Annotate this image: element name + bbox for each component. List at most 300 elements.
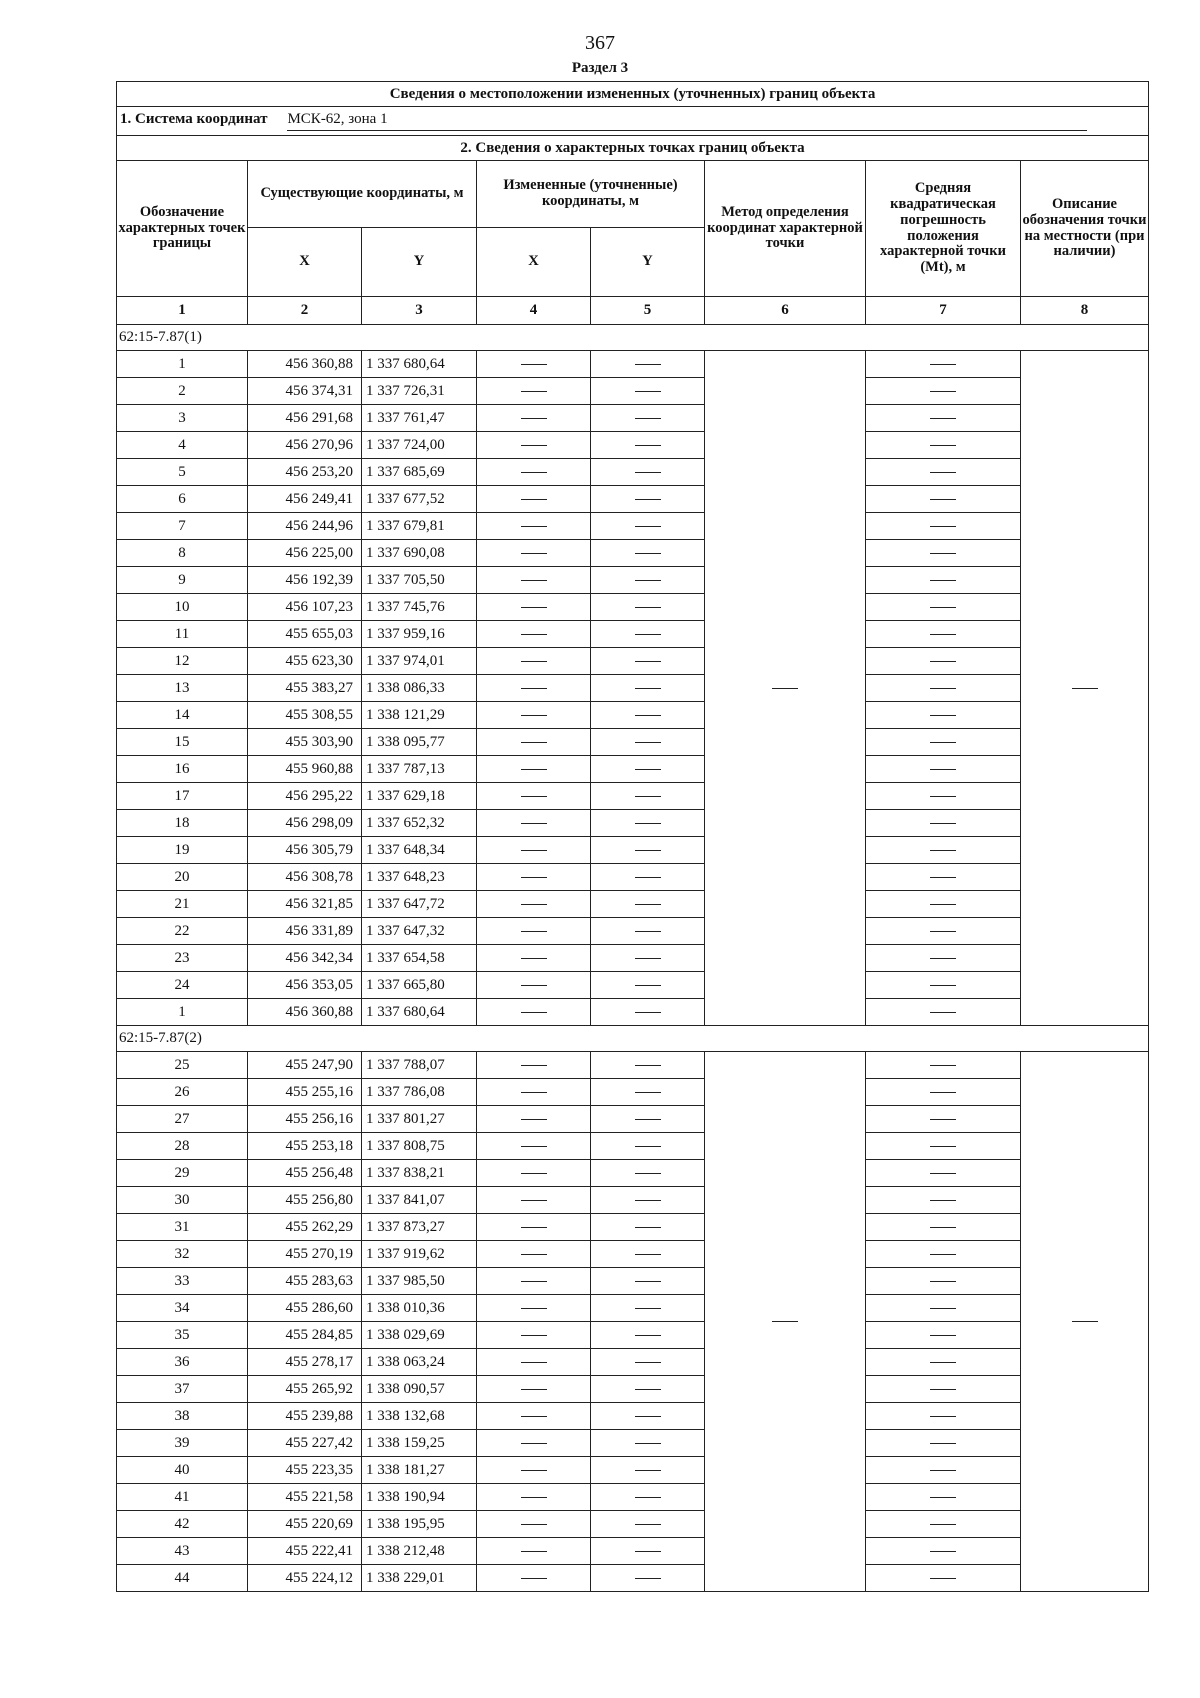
y-changed-cell: [591, 1295, 705, 1322]
y-changed-cell: [591, 1349, 705, 1376]
dash-mark: [930, 1227, 956, 1228]
x-existing-cell: 456 225,00: [248, 540, 362, 567]
y-changed-cell: [591, 1133, 705, 1160]
y-changed-cell: [591, 756, 705, 783]
table-row: [117, 351, 1149, 378]
dash-mark: [635, 1146, 661, 1147]
x-existing-cell: 455 227,42: [248, 1430, 362, 1457]
group-label: 62:15-7.87(2): [117, 1026, 1149, 1052]
y-existing-cell: 1 338 063,24: [362, 1349, 477, 1376]
header-x-changed: X: [477, 228, 591, 297]
dash-mark: [930, 715, 956, 716]
y-changed-cell: [591, 486, 705, 513]
mean-error-cell: [866, 1457, 1021, 1484]
dash-mark: [521, 1470, 547, 1471]
dash-mark: [521, 472, 547, 473]
x-existing-cell: 456 270,96: [248, 432, 362, 459]
x-changed-cell: [477, 1430, 591, 1457]
y-changed-cell: [591, 1376, 705, 1403]
dash-mark: [930, 1146, 956, 1147]
point-id-cell: 20: [117, 864, 248, 891]
dash-mark: [635, 1470, 661, 1471]
dash-mark: [521, 1524, 547, 1525]
y-changed-cell: [591, 1538, 705, 1565]
table-row: [117, 405, 1149, 432]
header-changed-coords: Измененные (уточненные) координаты, м: [477, 161, 705, 228]
column-number: 3: [362, 297, 477, 325]
dash-mark: [521, 499, 547, 500]
y-changed-cell: [591, 513, 705, 540]
y-existing-cell: 1 338 029,69: [362, 1322, 477, 1349]
dash-mark: [635, 1551, 661, 1552]
dash-mark: [521, 1281, 547, 1282]
point-id-cell: 11: [117, 621, 248, 648]
x-existing-cell: 455 284,85: [248, 1322, 362, 1349]
y-existing-cell: 1 337 647,32: [362, 918, 477, 945]
y-existing-cell: 1 338 190,94: [362, 1484, 477, 1511]
point-id-cell: 14: [117, 702, 248, 729]
x-changed-cell: [477, 567, 591, 594]
x-existing-cell: 456 291,68: [248, 405, 362, 432]
dash-mark: [521, 1065, 547, 1066]
dash-mark: [930, 364, 956, 365]
mean-error-cell: [866, 432, 1021, 459]
table-row: [117, 837, 1149, 864]
y-changed-cell: [591, 1484, 705, 1511]
dash-mark: [930, 499, 956, 500]
dash-mark: [930, 1551, 956, 1552]
dash-mark: [930, 1470, 956, 1471]
x-changed-cell: [477, 1214, 591, 1241]
dash-mark: [772, 1321, 798, 1322]
mean-error-cell: [866, 783, 1021, 810]
dash-mark: [635, 1362, 661, 1363]
table-row: [117, 1133, 1149, 1160]
x-changed-cell: [477, 783, 591, 810]
coord-system-row: [117, 107, 1149, 136]
point-id-cell: 10: [117, 594, 248, 621]
point-id-cell: 17: [117, 783, 248, 810]
points-table: [116, 81, 1149, 1592]
group-row: [117, 325, 1149, 351]
x-existing-cell: 455 224,12: [248, 1565, 362, 1592]
point-id-cell: 9: [117, 567, 248, 594]
x-existing-cell: 455 265,92: [248, 1376, 362, 1403]
dash-mark: [521, 418, 547, 419]
dash-mark: [635, 1227, 661, 1228]
dash-mark: [635, 796, 661, 797]
x-changed-cell: [477, 999, 591, 1026]
dash-mark: [521, 607, 547, 608]
x-existing-cell: 456 298,09: [248, 810, 362, 837]
column-number: 6: [705, 297, 866, 325]
dash-mark: [521, 904, 547, 905]
dash-mark: [521, 1092, 547, 1093]
mean-error-cell: [866, 1079, 1021, 1106]
x-changed-cell: [477, 918, 591, 945]
mean-error-cell: [866, 1511, 1021, 1538]
table-row: [117, 1376, 1149, 1403]
y-existing-cell: 1 337 724,00: [362, 432, 477, 459]
description-cell: [1021, 1052, 1149, 1592]
y-existing-cell: 1 337 726,31: [362, 378, 477, 405]
y-changed-cell: [591, 1268, 705, 1295]
y-changed-cell: [591, 1160, 705, 1187]
boundary-document: [116, 81, 1148, 1592]
point-id-cell: 24: [117, 972, 248, 999]
x-existing-cell: 456 107,23: [248, 594, 362, 621]
y-existing-cell: 1 337 974,01: [362, 648, 477, 675]
dash-mark: [521, 769, 547, 770]
mean-error-cell: [866, 567, 1021, 594]
table-row: [117, 648, 1149, 675]
x-changed-cell: [477, 1241, 591, 1268]
dash-mark: [635, 526, 661, 527]
table-row: [117, 756, 1149, 783]
dash-mark: [930, 391, 956, 392]
mean-error-cell: [866, 513, 1021, 540]
dash-mark: [521, 391, 547, 392]
mean-error-cell: [866, 378, 1021, 405]
table-row: [117, 1484, 1149, 1511]
x-changed-cell: [477, 945, 591, 972]
y-existing-cell: 1 338 010,36: [362, 1295, 477, 1322]
y-changed-cell: [591, 648, 705, 675]
table-row: [117, 378, 1149, 405]
dash-mark: [635, 958, 661, 959]
y-existing-cell: 1 337 648,34: [362, 837, 477, 864]
dash-mark: [930, 526, 956, 527]
x-changed-cell: [477, 837, 591, 864]
dash-mark: [930, 769, 956, 770]
x-existing-cell: 455 247,90: [248, 1052, 362, 1079]
y-changed-cell: [591, 1565, 705, 1592]
x-existing-cell: 455 308,55: [248, 702, 362, 729]
y-existing-cell: 1 337 787,13: [362, 756, 477, 783]
dash-mark: [635, 985, 661, 986]
y-existing-cell: 1 337 665,80: [362, 972, 477, 999]
y-changed-cell: [591, 1430, 705, 1457]
dash-mark: [521, 553, 547, 554]
x-existing-cell: 456 308,78: [248, 864, 362, 891]
table-row: [117, 1457, 1149, 1484]
point-id-cell: 35: [117, 1322, 248, 1349]
mean-error-cell: [866, 351, 1021, 378]
section-title: Раздел 3: [571, 60, 629, 76]
y-existing-cell: 1 337 786,08: [362, 1079, 477, 1106]
dash-mark: [521, 1443, 547, 1444]
x-existing-cell: 455 623,30: [248, 648, 362, 675]
x-changed-cell: [477, 1106, 591, 1133]
dash-mark: [635, 553, 661, 554]
x-changed-cell: [477, 540, 591, 567]
point-id-cell: 23: [117, 945, 248, 972]
table-row: [117, 1160, 1149, 1187]
dash-mark: [635, 1119, 661, 1120]
table-row: [117, 459, 1149, 486]
y-existing-cell: 1 338 181,27: [362, 1457, 477, 1484]
mean-error-cell: [866, 945, 1021, 972]
group-row: [117, 1026, 1149, 1052]
y-changed-cell: [591, 1241, 705, 1268]
dash-mark: [930, 1092, 956, 1093]
x-existing-cell: 456 342,34: [248, 945, 362, 972]
dash-mark: [930, 1389, 956, 1390]
dash-mark: [930, 742, 956, 743]
method-cell: [705, 351, 866, 1026]
dash-mark: [635, 877, 661, 878]
point-id-cell: 43: [117, 1538, 248, 1565]
dash-mark: [635, 364, 661, 365]
dash-mark: [635, 1308, 661, 1309]
x-existing-cell: 455 256,80: [248, 1187, 362, 1214]
dash-mark: [635, 445, 661, 446]
point-id-cell: 1: [117, 999, 248, 1026]
dash-mark: [930, 958, 956, 959]
y-changed-cell: [591, 729, 705, 756]
y-changed-cell: [591, 1052, 705, 1079]
y-changed-cell: [591, 945, 705, 972]
dash-mark: [930, 1065, 956, 1066]
y-changed-cell: [591, 837, 705, 864]
mean-error-cell: [866, 756, 1021, 783]
x-changed-cell: [477, 972, 591, 999]
mean-error-cell: [866, 1295, 1021, 1322]
table-row: [117, 1106, 1149, 1133]
table-row: [117, 1403, 1149, 1430]
dash-mark: [930, 553, 956, 554]
dash-mark: [930, 1578, 956, 1579]
dash-mark: [635, 1524, 661, 1525]
point-id-cell: 28: [117, 1133, 248, 1160]
point-id-cell: 6: [117, 486, 248, 513]
dash-mark: [1072, 1321, 1098, 1322]
dash-mark: [521, 823, 547, 824]
dash-mark: [635, 1173, 661, 1174]
dash-mark: [635, 742, 661, 743]
point-id-cell: 37: [117, 1376, 248, 1403]
dash-mark: [521, 1146, 547, 1147]
dash-mark: [930, 418, 956, 419]
dash-mark: [930, 1254, 956, 1255]
table-row: [117, 1187, 1149, 1214]
x-existing-cell: 456 244,96: [248, 513, 362, 540]
y-changed-cell: [591, 432, 705, 459]
mean-error-cell: [866, 1106, 1021, 1133]
dash-mark: [635, 1578, 661, 1579]
header-y-changed: Y: [591, 228, 705, 297]
mean-error-cell: [866, 1052, 1021, 1079]
mean-error-cell: [866, 1241, 1021, 1268]
point-id-cell: 33: [117, 1268, 248, 1295]
x-changed-cell: [477, 675, 591, 702]
x-existing-cell: 455 270,19: [248, 1241, 362, 1268]
table-row: [117, 1322, 1149, 1349]
point-id-cell: 39: [117, 1430, 248, 1457]
dash-mark: [930, 1119, 956, 1120]
x-existing-cell: 455 255,16: [248, 1079, 362, 1106]
table-row: [117, 513, 1149, 540]
mean-error-cell: [866, 675, 1021, 702]
header-mean-error: Средняя квадратическая погрешность положения характерной точки (Mt), м: [866, 161, 1021, 297]
mean-error-cell: [866, 864, 1021, 891]
point-id-cell: 19: [117, 837, 248, 864]
dash-mark: [521, 985, 547, 986]
x-existing-cell: 455 283,63: [248, 1268, 362, 1295]
x-changed-cell: [477, 729, 591, 756]
dash-mark: [635, 1389, 661, 1390]
point-id-cell: 32: [117, 1241, 248, 1268]
mean-error-cell: [866, 1214, 1021, 1241]
dash-mark: [521, 742, 547, 743]
x-existing-cell: 456 249,41: [248, 486, 362, 513]
x-changed-cell: [477, 621, 591, 648]
dash-mark: [930, 607, 956, 608]
table-row: [117, 1214, 1149, 1241]
dash-mark: [930, 1281, 956, 1282]
page-number: 367: [585, 32, 615, 54]
dash-mark: [521, 1012, 547, 1013]
table-row: [117, 783, 1149, 810]
table-row: [117, 675, 1149, 702]
x-existing-cell: 456 192,39: [248, 567, 362, 594]
point-id-cell: 12: [117, 648, 248, 675]
dash-mark: [930, 1308, 956, 1309]
point-id-cell: 22: [117, 918, 248, 945]
y-existing-cell: 1 337 838,21: [362, 1160, 477, 1187]
dash-mark: [930, 904, 956, 905]
table-row: [117, 567, 1149, 594]
x-existing-cell: 455 253,18: [248, 1133, 362, 1160]
x-changed-cell: [477, 1187, 591, 1214]
y-existing-cell: 1 337 690,08: [362, 540, 477, 567]
column-number: 1: [117, 297, 248, 325]
point-id-cell: 36: [117, 1349, 248, 1376]
header-description: Описание обозначения точки на местности (при наличии): [1021, 161, 1149, 297]
mean-error-cell: [866, 837, 1021, 864]
mean-error-cell: [866, 1484, 1021, 1511]
x-changed-cell: [477, 594, 591, 621]
y-existing-cell: 1 337 677,52: [362, 486, 477, 513]
dash-mark: [521, 1335, 547, 1336]
dash-mark: [930, 580, 956, 581]
y-existing-cell: 1 337 705,50: [362, 567, 477, 594]
table-row: [117, 1430, 1149, 1457]
dash-mark: [521, 1173, 547, 1174]
dash-mark: [635, 715, 661, 716]
point-id-cell: 21: [117, 891, 248, 918]
y-changed-cell: [591, 567, 705, 594]
x-changed-cell: [477, 1268, 591, 1295]
dash-mark: [521, 688, 547, 689]
dash-mark: [521, 1497, 547, 1498]
dash-mark: [635, 634, 661, 635]
dash-mark: [635, 769, 661, 770]
x-existing-cell: 456 305,79: [248, 837, 362, 864]
table-row: [117, 540, 1149, 567]
y-changed-cell: [591, 540, 705, 567]
x-changed-cell: [477, 351, 591, 378]
x-changed-cell: [477, 1403, 591, 1430]
dash-mark: [635, 391, 661, 392]
mean-error-cell: [866, 648, 1021, 675]
x-changed-cell: [477, 1538, 591, 1565]
y-changed-cell: [591, 1403, 705, 1430]
column-number: 7: [866, 297, 1021, 325]
dash-mark: [521, 1578, 547, 1579]
dash-mark: [930, 985, 956, 986]
y-existing-cell: 1 337 654,58: [362, 945, 477, 972]
table-row: [117, 486, 1149, 513]
dash-mark: [635, 607, 661, 608]
dash-mark: [521, 1416, 547, 1417]
column-number: 8: [1021, 297, 1149, 325]
dash-mark: [521, 580, 547, 581]
dash-mark: [635, 904, 661, 905]
dash-mark: [930, 445, 956, 446]
table-row: [117, 432, 1149, 459]
dash-mark: [635, 823, 661, 824]
dash-mark: [521, 931, 547, 932]
x-existing-cell: 455 220,69: [248, 1511, 362, 1538]
dash-mark: [930, 877, 956, 878]
x-changed-cell: [477, 864, 591, 891]
table-title: Сведения о местоположении измененных (уточненных) границ объекта: [117, 82, 1149, 107]
y-existing-cell: 1 338 095,77: [362, 729, 477, 756]
mean-error-cell: [866, 702, 1021, 729]
mean-error-cell: [866, 729, 1021, 756]
table-row: [117, 945, 1149, 972]
x-existing-cell: 455 222,41: [248, 1538, 362, 1565]
y-existing-cell: 1 338 132,68: [362, 1403, 477, 1430]
table-row: [117, 891, 1149, 918]
mean-error-cell: [866, 1403, 1021, 1430]
mean-error-cell: [866, 1538, 1021, 1565]
table-row: [117, 1295, 1149, 1322]
y-changed-cell: [591, 405, 705, 432]
table-row: [117, 1241, 1149, 1268]
dash-mark: [635, 1254, 661, 1255]
mean-error-cell: [866, 1187, 1021, 1214]
y-existing-cell: 1 337 652,32: [362, 810, 477, 837]
dash-mark: [930, 931, 956, 932]
column-number: 4: [477, 297, 591, 325]
x-existing-cell: 455 256,16: [248, 1106, 362, 1133]
y-existing-cell: 1 337 788,07: [362, 1052, 477, 1079]
y-changed-cell: [591, 918, 705, 945]
dash-mark: [635, 850, 661, 851]
y-existing-cell: 1 337 808,75: [362, 1133, 477, 1160]
dash-mark: [521, 661, 547, 662]
points-subtitle: 2. Сведения о характерных точках границ объекта: [117, 136, 1149, 161]
dash-mark: [635, 1200, 661, 1201]
dash-mark: [930, 1497, 956, 1498]
table-row: [117, 702, 1149, 729]
dash-mark: [930, 1012, 956, 1013]
dash-mark: [930, 688, 956, 689]
dash-mark: [635, 1012, 661, 1013]
y-changed-cell: [591, 675, 705, 702]
dash-mark: [635, 418, 661, 419]
x-changed-cell: [477, 1565, 591, 1592]
y-changed-cell: [591, 1187, 705, 1214]
point-id-cell: 38: [117, 1403, 248, 1430]
table-row: [117, 729, 1149, 756]
dash-mark: [521, 1389, 547, 1390]
y-existing-cell: 1 337 801,27: [362, 1106, 477, 1133]
y-existing-cell: 1 337 841,07: [362, 1187, 477, 1214]
x-existing-cell: 455 262,29: [248, 1214, 362, 1241]
